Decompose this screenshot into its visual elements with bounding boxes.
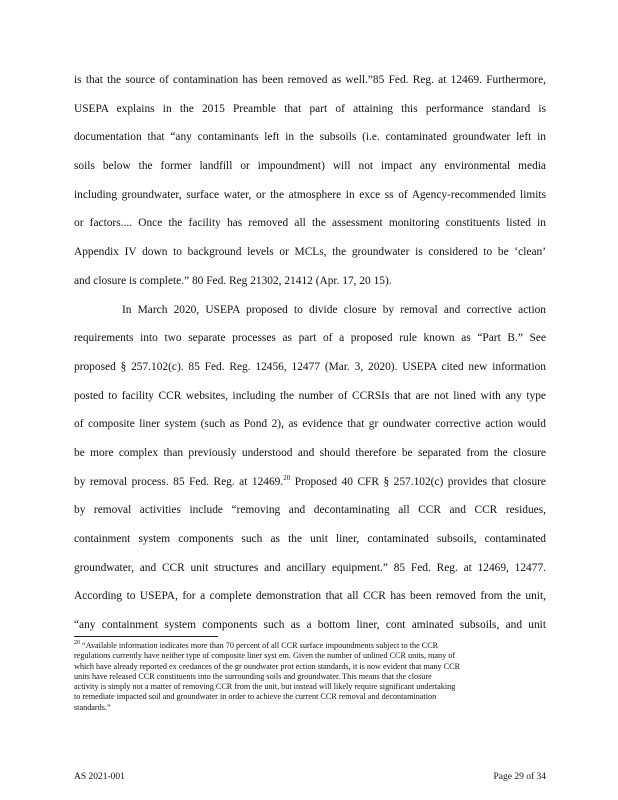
body-line: According to USEPA, for a complete demonstration that all CCR has been removed from the unit, xyxy=(74,590,546,603)
body-text xyxy=(74,66,546,640)
page-number: Page 29 of 34 xyxy=(493,772,546,782)
footnote-line: activity is simply not a matter of removing CCR from the unit, but instead will likely require significant undertaking xyxy=(74,682,456,692)
body-line: Appendix IV down to background levels or MCLs, the groundwater is considered to be ‘clean’ xyxy=(74,246,546,259)
body-line: soils below the former landfill or impoundment) will not impact any environmental media xyxy=(74,160,546,173)
body-line: proposed § 257.102(c). 85 Fed. Reg. 12456, 12477 (Mar. 3, 2020). USEPA cited new information xyxy=(74,360,546,373)
footnote-line: standards.” xyxy=(74,702,111,712)
paragraph-start-line: In March 2020, USEPA proposed to divide closure by removal and corrective action xyxy=(122,303,546,316)
body-line: posted to facility CCR websites, including the number of CCRSIs that are not lined with any type xyxy=(74,389,546,402)
footnote-separator xyxy=(74,636,218,637)
body-line: “any containment system components such as a bottom liner, cont aminated subsoils, and unit xyxy=(74,619,546,632)
line-head: by removal process. 85 Fed. Reg. at 12469. xyxy=(74,475,284,488)
footnote-line: $^{20}$ “Available information indicates more than 70 percent of all CCR surface impoundments subject to the CCR xyxy=(74,640,439,650)
footnote-line: regulations currently have neither type of composite liner syst em. Given the number of unlined CCR units, many of xyxy=(74,651,456,661)
body-line: is that the source of contamination has been removed as well.”85 Fed. Reg. at 12469. Furthermore, xyxy=(74,74,546,86)
footnote-line: to remediate impacted soil and groundwater in order to achieve the current CCR removal and decontamination xyxy=(74,692,437,702)
body-line-with-footnote xyxy=(74,468,546,497)
line-tail: Proposed 40 CFR § 257.102(c) provides that closure xyxy=(290,475,546,488)
body-line: of composite liner system (such as Pond 2), as evidence that gr oundwater corrective action would xyxy=(74,418,546,431)
body-line: requirements into two separate processes as part of a proposed rule known as “Part B.” See xyxy=(74,332,546,345)
document-id: AS 2021-001 xyxy=(74,772,125,782)
body-line: including groundwater, surface water, or the atmosphere in exce ss of Agency-recommended limits xyxy=(74,188,546,201)
body-line: containment system components such as the unit liner, contaminated subsoils, contaminated xyxy=(74,533,546,545)
body-line: and closure is complete.” 80 Fed. Reg 21302, 21412 (Apr. 17, 20 15). xyxy=(74,274,392,287)
body-line: documentation that “any contaminants left in the subsoils (i.e. contaminated groundwater left in xyxy=(74,131,546,144)
footnote xyxy=(74,641,544,713)
body-line: groundwater, and CCR unit structures and ancillary equipment.” 85 Fed. Reg. at 12469, 12477. xyxy=(74,561,546,574)
footnote-marker: 20 xyxy=(74,640,80,647)
footnote-line: units have released CCR constituents into the surrounding soils and groundwater. This means that the closure xyxy=(74,671,432,681)
body-line: or factors.... Once the facility has removed all the assessment monitoring constituents listed in xyxy=(74,217,546,230)
body-line: USEPA explains in the 2015 Preamble that part of attaining this performance standard is xyxy=(74,102,546,115)
body-line: be more complex than previously understood and should therefore be separated from the closure xyxy=(74,446,546,459)
footnote-line: which have already reported ex ceedances of the gr oundwater prot ection standards, it is now evident that many CCR xyxy=(74,661,461,671)
body-line: by removal activities include “removing and decontaminating all CCR and CCR residues, xyxy=(74,504,546,517)
footnote-reference: 20 xyxy=(283,473,291,482)
